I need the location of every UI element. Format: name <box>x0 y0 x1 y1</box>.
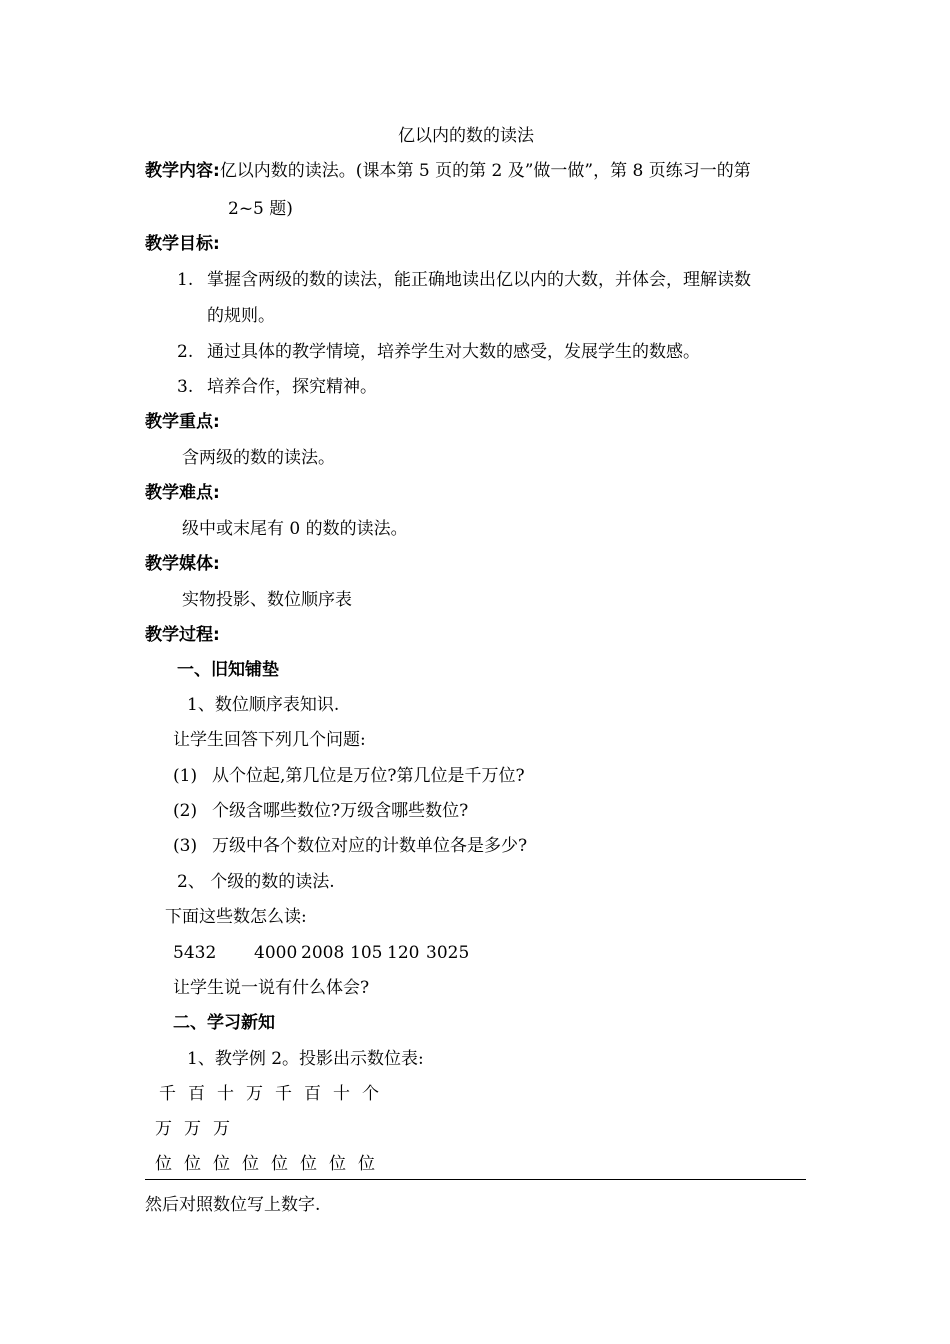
divider <box>145 1179 806 1180</box>
media-label: 教学媒体: <box>145 554 220 574</box>
objective-text: 通过具体的教学情境，培养学生对大数的感受，发展学生的数感。 <box>207 342 700 362</box>
difficulties-label: 教学难点: <box>145 483 220 503</box>
section-item: 2、 个级的数的读法. <box>177 872 335 892</box>
place-char: 位 <box>358 1154 375 1174</box>
section-item: 1、教学例 2。投影出示数位表: <box>187 1049 424 1069</box>
place-char: 位 <box>184 1154 201 1174</box>
section-title: 二、学习新知 <box>173 1013 275 1033</box>
read-prompt: 下面这些数怎么读: <box>165 907 307 927</box>
objective-num: 2. <box>177 342 194 362</box>
objective-text-cont: 的规则。 <box>207 306 275 326</box>
place-char: 百 <box>188 1084 205 1104</box>
question-text: 万级中各个数位对应的计数单位各是多少? <box>212 836 528 856</box>
objectives-label: 教学目标: <box>145 234 220 254</box>
objective-num: 1. <box>177 270 194 290</box>
place-char: 位 <box>155 1154 172 1174</box>
place-char: 万 <box>155 1119 172 1139</box>
number-item: 4000 <box>254 943 298 963</box>
after-text: 然后对照数位写上数字. <box>145 1195 321 1215</box>
key-points-label: 教学重点: <box>145 412 220 432</box>
difficulties-text: 级中或末尾有 0 的数的读法。 <box>182 519 408 539</box>
process-label: 教学过程: <box>145 625 220 645</box>
content-text: 亿以内数的读法。(课本第 5 页的第 2 及”做一做”，第 8 页练习一的第 <box>219 161 751 181</box>
place-char: 万 <box>184 1119 201 1139</box>
number-item: 105 <box>350 943 383 963</box>
content-line <box>145 159 751 183</box>
place-char: 位 <box>242 1154 259 1174</box>
question-prompt: 让学生回答下列几个问题: <box>173 730 366 750</box>
number-item: 5432 <box>173 943 217 963</box>
place-char: 位 <box>271 1154 288 1174</box>
place-char: 位 <box>300 1154 317 1174</box>
place-char: 个 <box>362 1084 379 1104</box>
place-char: 千 <box>159 1084 176 1104</box>
number-item: 120 <box>387 943 420 963</box>
objective-num: 3. <box>177 377 194 397</box>
objective-text: 掌握含两级的数的读法，能正确地读出亿以内的大数，并体会，理解读数 <box>207 270 751 290</box>
place-char: 千 <box>275 1084 292 1104</box>
place-char: 百 <box>304 1084 321 1104</box>
section-item: 1、数位顺序表知识. <box>187 695 340 715</box>
place-char: 万 <box>213 1119 230 1139</box>
place-char: 十 <box>217 1084 234 1104</box>
place-char: 位 <box>329 1154 346 1174</box>
place-char: 位 <box>213 1154 230 1174</box>
key-points-text: 含两级的数的读法。 <box>182 448 335 468</box>
media-text: 实物投影、数位顺序表 <box>182 590 352 610</box>
page-title: 亿以内的数的读法 <box>398 126 534 146</box>
section-title: 一、旧知铺垫 <box>177 660 279 680</box>
reflect-prompt: 让学生说一说有什么体会? <box>173 978 370 998</box>
content-text-cont: 2~5 题) <box>228 199 293 219</box>
question-num: (3) <box>173 836 198 856</box>
question-num: (2) <box>173 801 198 821</box>
objective-text: 培养合作，探究精神。 <box>207 377 377 397</box>
number-item: 2008 <box>301 943 345 963</box>
place-char: 万 <box>246 1084 263 1104</box>
question-text: 个级含哪些数位?万级含哪些数位? <box>212 801 469 821</box>
question-num: (1) <box>173 766 198 786</box>
place-char: 十 <box>333 1084 350 1104</box>
content-label: 教学内容: <box>145 161 220 181</box>
number-item: 3025 <box>426 943 470 963</box>
question-text: 从个位起,第几位是万位?第几位是千万位? <box>212 766 525 786</box>
